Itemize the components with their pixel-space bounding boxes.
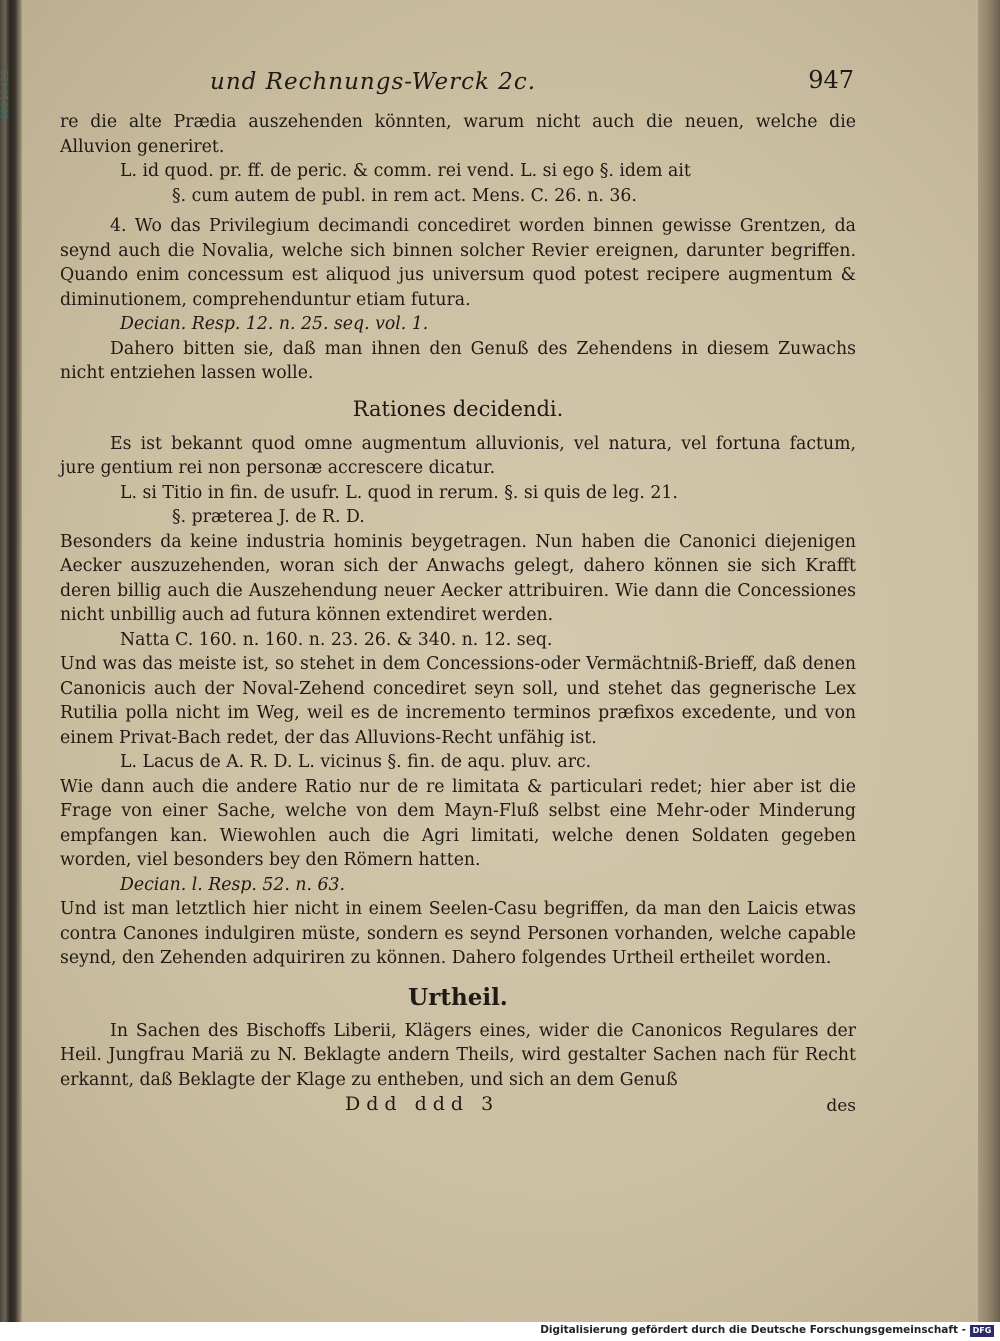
citation: L. si Titio in fin. de usufr. L. quod in rerum. §. si quis de leg. 21.	[120, 482, 678, 503]
page-text	[60, 66, 856, 1118]
paragraph: In Sachen des Bischoffs Liberii, Klägers eines, wider die Canonicos Regulares der Heil. Jungfrau Mariä zu N. Beklagte andern Theils, wird gestalter Sachen nach für Recht erkannt, daß Beklagte der Klage zu entheben, und sich an dem Genuß	[60, 1020, 856, 1090]
paragraph: Und ist man letztlich hier nicht in einem Seelen-Casu begriffen, da man den Laicis etwas contra Canones indulgiren müste, sondern es seynd Personen vorhanden, welche capable seynd, den Zehenden adquiriren zu können. Dahero folgendes Urtheil ertheilet worden.	[60, 899, 856, 968]
footer-bar	[0, 1322, 1000, 1341]
paragraph: Dahero bitten sie, daß man ihnen den Genuß des Zehendens in diesem Zuwachs nicht entziehen lassen wolle.	[60, 338, 856, 383]
citation: §. præterea J. de R. D.	[172, 507, 365, 527]
page-edge	[978, 0, 1000, 1322]
paragraph: Und was das meiste ist, so stehet in dem Concessions-oder Vermächtniß-Brieff, daß denen Canonicis auch der Noval-Zehend concediret seyn soll, und stehet das gegnerische Lex Rutilia polla nicht im Weg, weil es de incremento terminos præfixos excedente, und von einem Privat-Bach redet, der das Alluvions-Recht unfähig ist.	[60, 654, 856, 748]
citation: Decian. l. Resp. 52. n. 63.	[120, 874, 345, 895]
citation: Decian. Resp. 12. n. 25. seq. vol. 1.	[120, 314, 429, 334]
running-head: und Rechnungs-Werck 2c.	[210, 69, 537, 95]
section-heading: Urtheil.	[408, 983, 508, 1011]
citation: Natta C. 160. n. 160. n. 23. 26. & 340. n. 12. seq.	[120, 629, 553, 650]
footer-credit: Digitalisierung gefördert durch die Deutsche Forschungsgemeinschaft -	[540, 1324, 966, 1336]
catchword: des	[826, 1095, 856, 1116]
page-number: 947	[808, 66, 854, 94]
dfg-logo: DFG	[970, 1325, 994, 1337]
signature-row	[60, 1092, 856, 1118]
citation: L. id quod. pr. ff. de peric. & comm. rei vend. L. si ego §. idem ait	[120, 161, 691, 181]
citation: §. cum autem de publ. in rem act. Mens. C. 26. n. 36.	[172, 185, 637, 206]
citation: L. Lacus de A. R. D. L. vicinus §. fin. de aqu. pluv. arc.	[120, 752, 592, 772]
library-stamp: 00010425	[0, 69, 11, 120]
paragraph: 4. Wo das Privilegium decimandi concediret worden binnen gewisse Grentzen, da seynd auch die Novalia, welche sich binnen solcher Revier ereignen, darunter begriffen. Quando enim concessum est aliquod jus universum quod potest recipere augmentum & diminutionem, comprehenduntur etiam futura.	[60, 216, 856, 310]
paragraph: Es ist bekannt quod omne augmentum alluvionis, vel natura, vel fortuna factum, jure gentium rei non personæ accrescere dicatur.	[60, 433, 856, 478]
page-header	[60, 66, 856, 110]
paragraph: Besonders da keine industria hominis beygetragen. Nun haben die Canonici diejenigen Aecker auszuzehenden, woran sich der Anwachs gelegt, dahero können sie sich Krafft deren billig auch die Auszehendung neuer Aecker attribuiren. Wie dann die Concessiones nicht unbillig auch ad futura können extendiret werden.	[60, 531, 856, 625]
paragraph: Wie dann auch die andere Ratio nur de re limitata & particulari redet; hier aber ist die Frage von einer Sache, welche von dem Mayn-Fluß selbst eine Mehr-oder Minderung empfangen kan. Wiewohlen auch die Agri limitati, welche denen Soldaten gegeben worden, viel besonders bey den Römern hatten.	[60, 776, 856, 870]
section-heading: Rationes decidendi.	[352, 396, 564, 421]
paragraph: re die alte Prædia auszehenden könnten, warum nicht auch die neuen, welche die Alluvion generiret.	[60, 112, 856, 157]
signature-mark: Ddd ddd 3	[345, 1093, 500, 1115]
